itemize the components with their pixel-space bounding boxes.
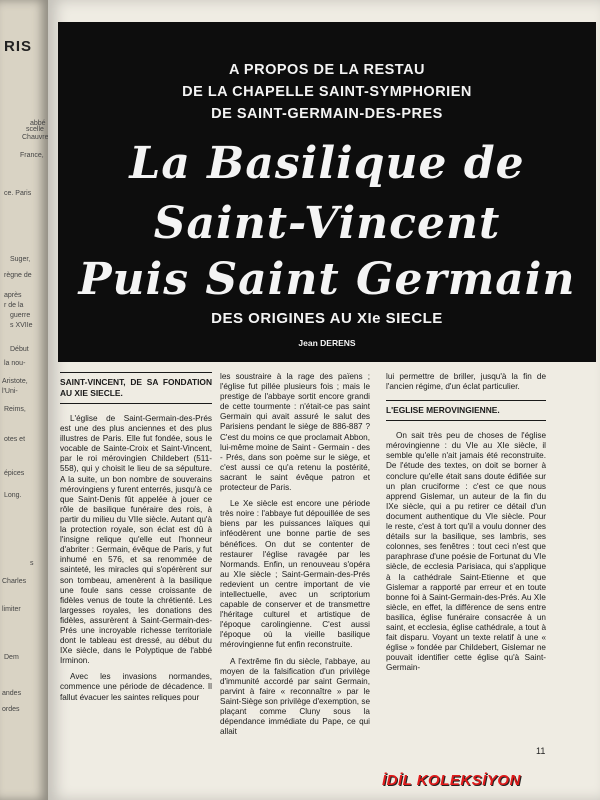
section-heading-fondation: SAINT-VINCENT, DE SA FONDATION AU XIE SIECLE. — [60, 372, 212, 404]
kicker-line-3: DE SAINT-GERMAIN-DES-PRES — [211, 106, 443, 122]
left-page-fragment: épices — [4, 470, 25, 477]
column-3 — [386, 372, 546, 679]
paragraph: Le Xe siècle est encore une période très noire : l'abbaye fut dépouillée de ses biens par les puissances laïques qui inféodèrent une bonne partie de ses bénéfices. On dut se contenter de restaurer l'église ravagée par les Normands. Enfin, un renouveau s'opéra au XIe siècle ; Saint-Germain-des-Prés redevient un centre important de vie intellectuelle, avec un scriptorium capable de conserver et de transmettre l'héritage culturel et artistique de l'époque carolingienne. C'est aussi l'époque où la vieille basilique mérovingienne fut enfin reconstruite. — [220, 499, 370, 650]
left-page-edge — [0, 0, 48, 800]
left-page-fragment: l'Uni- — [2, 388, 18, 395]
left-page-fragment: ordes — [2, 706, 20, 713]
left-page-fragment: la nou- — [4, 360, 26, 367]
left-page-fragment: après — [4, 292, 22, 299]
left-page-fragment: Suger, — [10, 256, 31, 263]
paragraph: On sait très peu de choses de l'église mérovingienne : du VIe au XIe siècle, il semble qu'elle n'ait jamais été reconstruite. De l'étude des textes, on doit se borner à conclure qu'elle était sans doute édifiée sur un plan cruciforme : c'est ce que nous apprend Gislemar, un auteur de la fin du IXe siècle, qui a pu retirer ce détail d'un document authentique du VIe siècle. Pour le reste, c'est à tort qu'il a voulu donner des détails sur la basilique, ses lambris, ses colonnes, ses fenêtres : tout ceci n'est que paraphrase d'une poésie de Fortunat du VIe siècle, de ecclesia Parisiaca, qui s'applique à la cathédrale Saint-Etienne et que Gislemar a rapporté par erreur et en toute bonne foi à Saint-Germain-des-Prés. Au XIe siècle, en effet, la différence de sens entre basilica, église funéraire consacrée à un saint, et ecclesia, église cathédrale, a tout à fait disparu. Voyant un texte relatif à une « église » fondée par Childebert, Gislemar ne pouvait identifier cette église qu'à Saint-Germain- — [386, 431, 546, 673]
left-page-fragment: abbé — [30, 120, 46, 127]
left-page-fragment: scelle — [26, 126, 44, 133]
left-page-fragment: France, — [20, 152, 44, 159]
kicker-line-1: A PROPOS DE LA RESTAU — [228, 62, 426, 78]
title-line-3: Puis Saint Germain — [78, 254, 576, 305]
paragraph: lui permettre de briller, jusqu'à la fin de l'ancien régime, d'un éclat particulier. — [386, 372, 546, 392]
column-2 — [220, 372, 370, 743]
left-page-fragment: r de la — [4, 302, 24, 309]
left-page-fragment: Aristote, — [2, 378, 28, 385]
left-page-fragment: s — [30, 560, 34, 567]
paragraph: A l'extrême fin du siècle, l'abbaye, au moyen de la falsification d'un privilège d'immunité accordé par saint Germain, parvint à faire « reconnaître » par le Saint-Siège son privilège d'exemption, se plaçant comme Cluny sous la dépendance immédiate du Pape, ce qui allait — [220, 656, 370, 737]
left-page-fragment: limiter — [2, 606, 21, 613]
left-page-fragment: guerre — [10, 312, 31, 319]
left-page-fragment: Début — [10, 346, 29, 353]
left-page-fragment: Charles — [2, 578, 27, 585]
title-line-2: Saint-Vincent — [153, 198, 501, 249]
magazine-page — [48, 0, 600, 800]
author-byline: Jean DERENS — [298, 338, 356, 348]
left-page-fragment: Chauvre — [22, 134, 48, 141]
subtitle: DES ORIGINES AU XIe SIECLE — [211, 310, 443, 327]
left-page-fragment: Dem — [4, 654, 19, 661]
page-number: 11 — [536, 746, 546, 756]
left-page-fragment: Long. — [4, 492, 22, 499]
column-1 — [60, 372, 212, 709]
left-page-fragment: andes — [2, 690, 22, 697]
paragraph: Avec les invasions normandes, commence une période de décadence. Il fallut évacuer les saintes reliques pour — [60, 672, 212, 702]
left-page-fragment: s XVIIe — [10, 322, 33, 329]
section-heading-merovingienne: L'EGLISE MEROVINGIENNE. — [386, 400, 546, 421]
kicker-line-2: DE LA CHAPELLE SAINT-SYMPHORIEN — [182, 84, 472, 100]
paragraph: les soustraire à la rage des païens ; l'église fut pillée plusieurs fois ; mais le prestige de l'abbaye sortit encore grandi de cette tourmente : n'était-ce pas saint Germain qui avait assuré le salut des Parisiens pendant le siège de 886-887 ? C'est du moins ce que proclamait Abbon, lui-même moine de Saint - Germain - des - Prés, dans son poème sur le siège, et c'est aussi ce qu'a retenu la postérité, sacrant le saint évêque patron et protecteur de Paris. — [220, 372, 370, 493]
left-page-fragment: Reims, — [4, 406, 26, 413]
left-page-fragment: règne de — [4, 272, 32, 279]
left-page-fragment: otes et — [4, 436, 26, 443]
left-page-heading: RIS — [4, 38, 33, 55]
left-page-fragment: ce. Paris — [4, 190, 32, 197]
title-line-1: La Basilique de — [129, 138, 525, 189]
title-banner — [58, 22, 596, 362]
watermark-logo: İDİL KOLEKSİYON — [382, 772, 521, 789]
paragraph: L'église de Saint-Germain-des-Prés est une des plus anciennes et des plus illustres de Paris. Elle fut fondée, sous le vocable de Sainte-Croix et Saint-Vincent, par le roi mérovingien Childebert (511-558), qui y choisit le lieu de sa sépulture. A la suite, un bon nombre de souverains mérovingiens y furent enterrés, jusqu'à ce que Saint-Denis fût appelée à jouer ce rôle de basilique funéraire des rois, à partir du milieu du VIIe siècle. Autant qu'à la protection royale, son éclat est dû à l'insigne relique qu'elle eut l'honneur d'abriter : Germain, évêque de Paris, y fut inhumé en 576, et sa renommée de sainteté, les miracles qui s'opérèrent sur son tombeau, amenèrent à la basilique une foule sans cesse croissante de fidèles venus de toute la chrétienté. Les largesses royales, les donations des fidèles, assurèrent à Saint-Germain-des-Prés une incroyable richesse territoriale dont le tableau est dressé, au début du IXe siècle, dans le Polyptique de l'abbé Irminon. — [60, 414, 212, 666]
